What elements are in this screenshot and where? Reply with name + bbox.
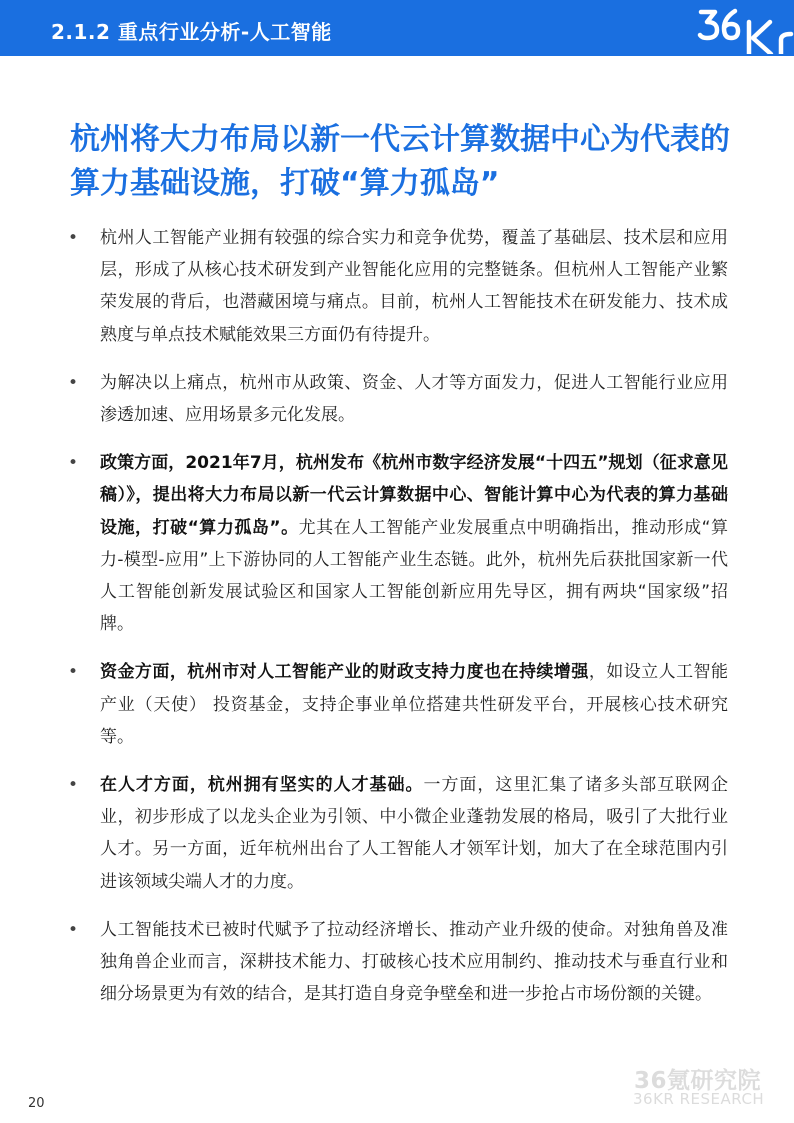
36kr-logo-icon (697, 6, 794, 54)
section-title: 2.1.2 重点行业分析-人工智能 (51, 20, 332, 44)
bullet-text: 为解决以上痛点，杭州市从政策、资金、人才等方面发力，促进人工智能行业应用渗透加速、应用场景多元化发展。 (100, 372, 728, 426)
header-bar (0, 0, 794, 56)
bullet-text: 一方面，这里汇集了诸多头部互联网企业，初步形成了以龙头企业为引领、中小微企业蓬勃发展的格局，吸引了大批行业人才。另一方面，近年杭州出台了人工智能人才领军计划，加大了在全球范围内引进该领域尖端人才的力度。 (100, 775, 729, 892)
bullet-text: 人工智能技术已被时代赋予了拉动经济增长、推动产业升级的使命。对独角兽及准独角兽企业而言，深耕技术能力、打破核心技术应用制约、推动技术与垂直行业和细分场景更为有效的结合，是其打造自身竞争壁垒和进一步抢占市场份额的关键。 (100, 919, 728, 1005)
bullet-dot-icon: • (68, 372, 79, 393)
bullet-bold-text: 在人才方面，杭州拥有坚实的人才基础。 (100, 775, 424, 796)
page-heading: 杭州将大力布局以新一代云计算数据中心为代表的算力基础设施，打破“算力孤岛” (70, 122, 730, 201)
bullet-dot-icon: • (68, 775, 79, 796)
bullet-dot-icon: • (68, 453, 79, 474)
list-item (68, 914, 728, 1011)
bullet-dot-icon: • (68, 228, 79, 248)
list-item (68, 367, 728, 431)
list-item (68, 222, 728, 351)
bullet-dot-icon: • (68, 919, 79, 940)
bullet-list (68, 222, 728, 1026)
page-number: 20 (28, 1096, 45, 1111)
bullet-text: ，如设立人工智能产业（天使） 投资基金，支持企事业单位搭建共性研发平台，开展核心技术研究等。 (100, 662, 729, 747)
bullet-bold-text: 资金方面，杭州市对人工智能产业的财政支持力度也在持续增强 (100, 662, 589, 683)
watermark-cn: 36氪研究院 (634, 1068, 762, 1094)
bullet-text: 杭州人工智能产业拥有较强的综合实力和竞争优势，覆盖了基础层、技术层和应用层，形成了从核心技术研发到产业智能化应用的完整链条。但杭州人工智能产业繁荣发展的背后，也潜藏困境与痛点。目前，杭州人工智能技术在研发能力、技术成熟度与单点技术赋能效果三方面仍有待提升。 (100, 228, 728, 345)
list-item (68, 447, 728, 640)
bullet-dot-icon: • (68, 662, 79, 683)
watermark-en: 36KR RESEARCH (633, 1090, 765, 1108)
bullet-bold-text: 政策方面，2021年7月，杭州发布《杭州市数字经济发展“十四五”规划（征求意见稿）》，提出将大力布局以新一代云计算数据中心、智能计算中心为代表的算力基础设施，打破“算力孤岛”。 (100, 453, 728, 538)
list-item (68, 656, 728, 753)
bullet-text: 尤其在人工智能产业发展重点中明确指出，推动形成“算力-模型-应用”上下游协同的人工智能产业生态链。此外，杭州先后获批国家新一代人工智能创新发展试验区和国家人工智能创新应用先导区，拥有两块“国家级”招牌。 (100, 517, 728, 635)
list-item (68, 769, 728, 898)
